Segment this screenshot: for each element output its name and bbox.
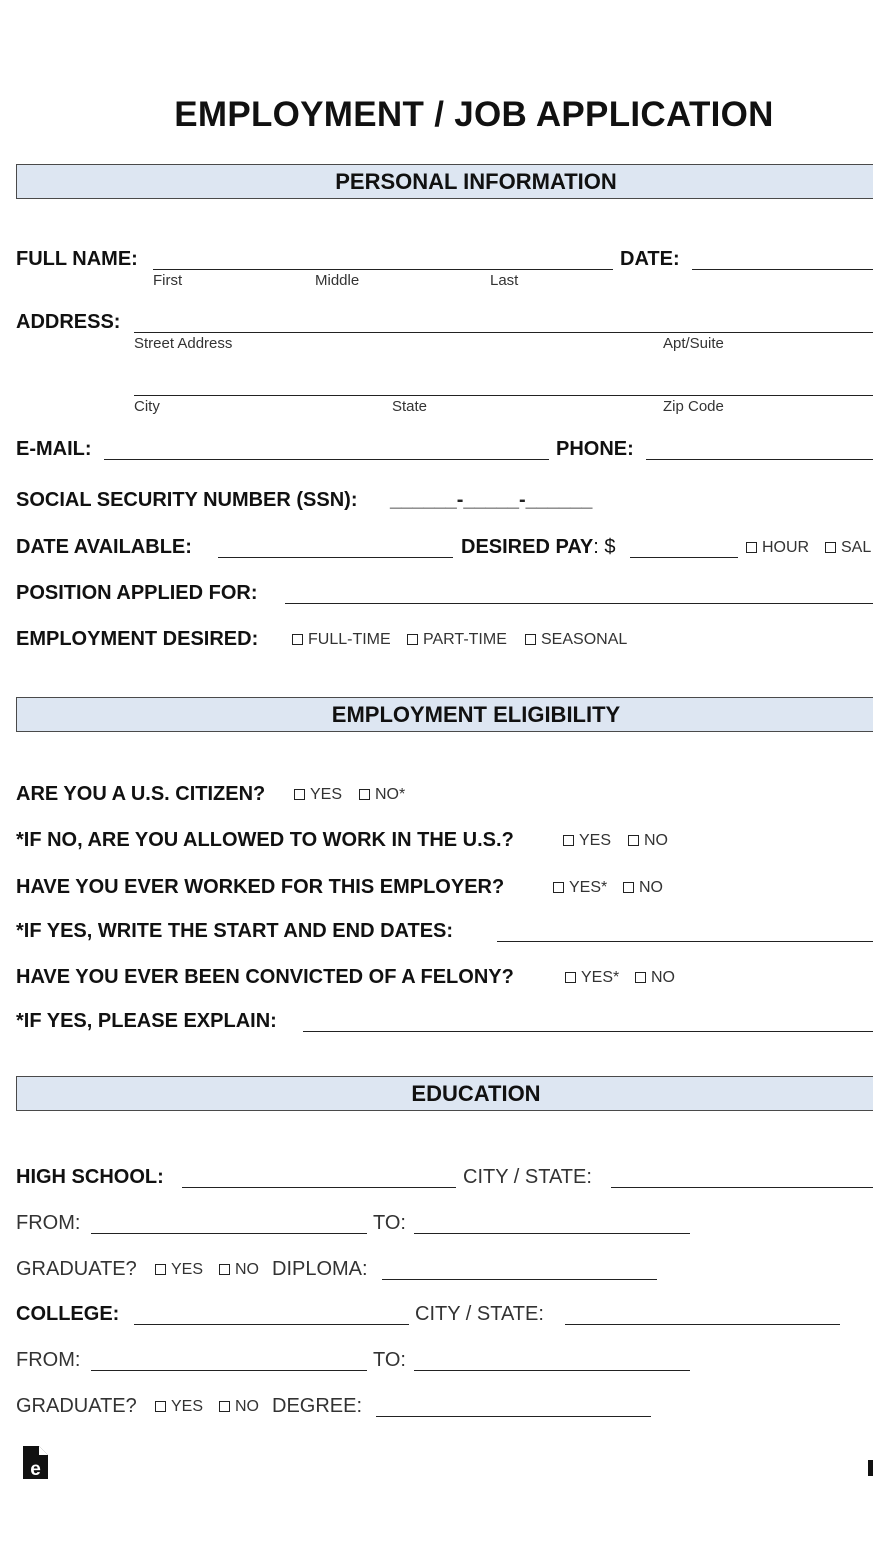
checkbox-icon <box>746 542 757 553</box>
middle-name-caption: Middle <box>315 272 360 289</box>
checkbox-icon <box>155 1401 166 1412</box>
desired-pay-label: DESIRED PAY: $ <box>461 536 616 558</box>
allowed-no-option[interactable]: NO <box>628 831 668 851</box>
position-applied-field[interactable] <box>285 603 873 604</box>
diploma-field[interactable] <box>382 1279 657 1280</box>
svg-text:e: e <box>30 1459 41 1480</box>
citizen-no-option[interactable]: NO* <box>359 785 405 805</box>
checkbox-icon <box>407 634 418 645</box>
allowed-yes-option[interactable]: YES <box>563 831 611 851</box>
date-field[interactable] <box>692 269 873 270</box>
part-time-option[interactable]: PART-TIME <box>407 630 507 650</box>
apt-suite-caption: Apt/Suite <box>663 335 724 352</box>
pay-hour-option[interactable]: HOUR <box>746 538 809 558</box>
explain-field[interactable] <box>303 1031 873 1032</box>
section-header-personal <box>16 164 873 199</box>
section-title: EMPLOYMENT ELIGIBILITY <box>331 702 621 727</box>
worked-before-question: HAVE YOU EVER WORKED FOR THIS EMPLOYER? <box>16 876 505 898</box>
college-to-label: TO: <box>373 1349 406 1371</box>
city-caption: City <box>134 398 160 415</box>
phone-label: PHONE: <box>556 438 634 460</box>
allowed-to-work-question: *IF NO, ARE YOU ALLOWED TO WORK IN THE U.S.? <box>16 829 514 851</box>
high-school-city-state-field[interactable] <box>611 1187 873 1188</box>
college-field[interactable] <box>134 1324 409 1325</box>
high-school-to-field[interactable] <box>414 1233 690 1234</box>
start-end-dates-field[interactable] <box>497 941 873 942</box>
desired-pay-field[interactable] <box>630 557 738 558</box>
worked-yes-option[interactable]: YES* <box>553 878 607 898</box>
zip-code-caption: Zip Code <box>663 398 724 415</box>
date-available-label: DATE AVAILABLE: <box>16 536 192 558</box>
checkbox-icon <box>359 789 370 800</box>
position-applied-label: POSITION APPLIED FOR: <box>16 582 258 604</box>
section-title: EDUCATION <box>411 1081 541 1106</box>
high-school-to-label: TO: <box>373 1212 406 1234</box>
high-school-graduate-yes[interactable]: YES <box>155 1260 203 1280</box>
felony-question: HAVE YOU EVER BEEN CONVICTED OF A FELONY? <box>16 966 514 988</box>
high-school-from-field[interactable] <box>91 1233 367 1234</box>
checkbox-icon <box>565 972 576 983</box>
checkbox-icon <box>155 1264 166 1275</box>
high-school-city-state-label: CITY / STATE: <box>463 1166 592 1188</box>
college-graduate-label: GRADUATE? <box>16 1395 137 1417</box>
college-to-field[interactable] <box>414 1370 690 1371</box>
checkbox-icon <box>563 835 574 846</box>
college-graduate-no[interactable]: NO <box>219 1397 259 1417</box>
section-header-education <box>16 1076 873 1111</box>
high-school-field[interactable] <box>182 1187 456 1188</box>
checkbox-icon <box>553 882 564 893</box>
checkbox-icon <box>219 1401 230 1412</box>
high-school-graduate-label: GRADUATE? <box>16 1258 137 1280</box>
full-time-option[interactable]: FULL-TIME <box>292 630 391 650</box>
section-header-eligibility <box>16 697 873 732</box>
date-available-field[interactable] <box>218 557 453 558</box>
high-school-label: HIGH SCHOOL: <box>16 1166 164 1188</box>
date-label: DATE: <box>620 248 680 270</box>
employment-desired-label: EMPLOYMENT DESIRED: <box>16 628 259 650</box>
explain-question: *IF YES, PLEASE EXPLAIN: <box>16 1010 277 1032</box>
full-name-field[interactable] <box>153 269 613 270</box>
college-from-field[interactable] <box>91 1370 367 1371</box>
ssn-field[interactable]: ______-_____-______ <box>390 489 593 511</box>
address-label: ADDRESS: <box>16 311 121 333</box>
email-field[interactable] <box>104 459 549 460</box>
eforms-logo-icon <box>22 1445 49 1480</box>
degree-label: DEGREE: <box>272 1395 363 1417</box>
citizen-question: ARE YOU A U.S. CITIZEN? <box>16 783 266 805</box>
high-school-from-label: FROM: <box>16 1212 81 1234</box>
street-address-caption: Street Address <box>134 335 233 352</box>
start-end-dates-question: *IF YES, WRITE THE START AND END DATES: <box>16 920 454 942</box>
college-label: COLLEGE: <box>16 1303 120 1325</box>
checkbox-icon <box>219 1264 230 1275</box>
phone-field[interactable] <box>646 459 873 460</box>
citizen-yes-option[interactable]: YES <box>294 785 342 805</box>
full-name-label: FULL NAME: <box>16 248 138 270</box>
checkbox-icon <box>525 634 536 645</box>
checkbox-icon <box>292 634 303 645</box>
diploma-label: DIPLOMA: <box>272 1258 368 1280</box>
page-title: EMPLOYMENT / JOB APPLICATION <box>174 95 774 134</box>
college-city-state-label: CITY / STATE: <box>415 1303 544 1325</box>
checkbox-icon <box>628 835 639 846</box>
pay-salary-option[interactable]: SAL <box>825 538 871 558</box>
ssn-label: SOCIAL SECURITY NUMBER (SSN): <box>16 489 358 511</box>
state-caption: State <box>392 398 428 415</box>
checkbox-icon <box>294 789 305 800</box>
checkbox-icon <box>623 882 634 893</box>
college-from-label: FROM: <box>16 1349 81 1371</box>
last-name-caption: Last <box>490 272 519 289</box>
degree-field[interactable] <box>376 1416 651 1417</box>
worked-no-option[interactable]: NO <box>623 878 663 898</box>
page-edge-mark <box>868 1460 873 1476</box>
college-city-state-field[interactable] <box>565 1324 840 1325</box>
checkbox-icon <box>825 542 836 553</box>
first-name-caption: First <box>153 272 183 289</box>
felony-no-option[interactable]: NO <box>635 968 675 988</box>
street-address-field[interactable] <box>134 332 873 333</box>
section-title: PERSONAL INFORMATION <box>335 169 617 194</box>
checkbox-icon <box>635 972 646 983</box>
email-label: E-MAIL: <box>16 438 92 460</box>
college-graduate-yes[interactable]: YES <box>155 1397 203 1417</box>
felony-yes-option[interactable]: YES* <box>565 968 619 988</box>
city-state-zip-field[interactable] <box>134 395 873 396</box>
seasonal-option[interactable]: SEASONAL <box>525 630 627 650</box>
high-school-graduate-no[interactable]: NO <box>219 1260 259 1280</box>
